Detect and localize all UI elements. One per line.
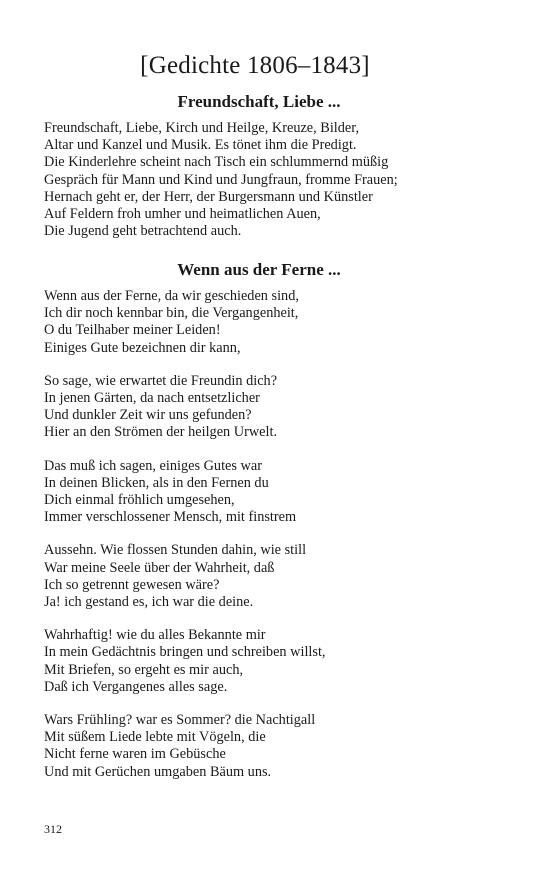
poem-line: Wenn aus der Ferne, da wir geschieden sind, — [44, 288, 299, 304]
poem-line: Und mit Gerüchen umgaben Bäum uns. — [44, 763, 272, 780]
poem-line: Und dunkler Zeit wir uns gefunden? — [44, 407, 252, 424]
poem-line: So sage, wie erwartet die Freundin dich? — [44, 372, 278, 389]
poem-line: Die Jugend geht betrachtend auch. — [44, 223, 242, 240]
stanza — [44, 120, 514, 240]
poem-line: Aussehn. Wie flossen Stunden dahin, wie still — [44, 542, 307, 559]
poem-line: Mit Briefen, so ergeht es mir auch, — [44, 661, 244, 678]
poem-line: In jenen Gärten, da nach entsetzlicher — [44, 390, 260, 407]
page-number: 312 — [44, 822, 62, 836]
stanza — [44, 712, 514, 781]
poem-wenn-aus-der-ferne — [44, 260, 514, 797]
poem-title: Freundschaft, Liebe ... — [177, 92, 341, 111]
stanza — [44, 458, 514, 527]
stanza — [44, 627, 514, 696]
poem-line: Die Kinderlehre scheint nach Tisch ein schlummernd müßig — [44, 154, 389, 171]
stanza — [44, 542, 514, 611]
poem-line: Ich dir noch kennbar bin, die Vergangenheit, — [44, 305, 299, 322]
poem-line: Wars Frühling? war es Sommer? die Nachtigall — [44, 712, 316, 729]
poem-line: Einiges Gute bezeichnen dir kann, — [44, 339, 241, 356]
poem-line: Hernach geht er, der Herr, der Burgersmann und Künstler — [44, 188, 373, 205]
poem-freundschaft-liebe — [44, 92, 514, 256]
poem-line: Freundschaft, Liebe, Kirch und Heilge, Kreuze, Bilder, — [44, 120, 360, 136]
poem-title: Wenn aus der Ferne ... — [177, 260, 341, 279]
poem-line: Wahrhaftig! wie du alles Bekannte mir — [44, 627, 266, 644]
poem-line: Nicht ferne waren im Gebüsche — [44, 746, 226, 763]
poem-line: Daß ich Vergangenes alles sage. — [44, 678, 228, 695]
poem-line: Auf Feldern froh umher und heimatlichen Auen, — [44, 206, 321, 223]
poem-line: Hier an den Strömen der heilgen Urwelt. — [44, 424, 278, 441]
stanza — [44, 288, 514, 357]
poem-line: Das muß ich sagen, einiges Gutes war — [44, 457, 262, 474]
poem-line: In deinen Blicken, als in den Fernen du — [44, 474, 269, 491]
poem-line: Altar und Kanzel und Musik. Es tönet ihm die Predigt. — [44, 137, 357, 154]
poem-line: Immer verschlossener Mensch, mit finstrem — [44, 509, 297, 526]
poem-line: In mein Gedächtnis bringen und schreiben willst, — [44, 644, 326, 661]
poem-line: Dich einmal fröhlich umgesehen, — [44, 492, 235, 509]
poem-line: O du Teilhaber meiner Leiden! — [44, 322, 221, 339]
section-title: [Gedichte 1806–1843] — [140, 52, 370, 79]
poem-line: Ja! ich gestand es, ich war die deine. — [44, 594, 254, 611]
poem-line: Gespräch für Mann und Kind und Jungfraun, fromme Frauen; — [44, 171, 398, 188]
poem-line: Mit süßem Liede lebte mit Vögeln, die — [44, 729, 266, 746]
poem-line: Ich so getrennt gewesen wäre? — [44, 576, 220, 593]
poem-line: War meine Seele über der Wahrheit, daß — [44, 559, 275, 576]
stanza — [44, 373, 514, 442]
